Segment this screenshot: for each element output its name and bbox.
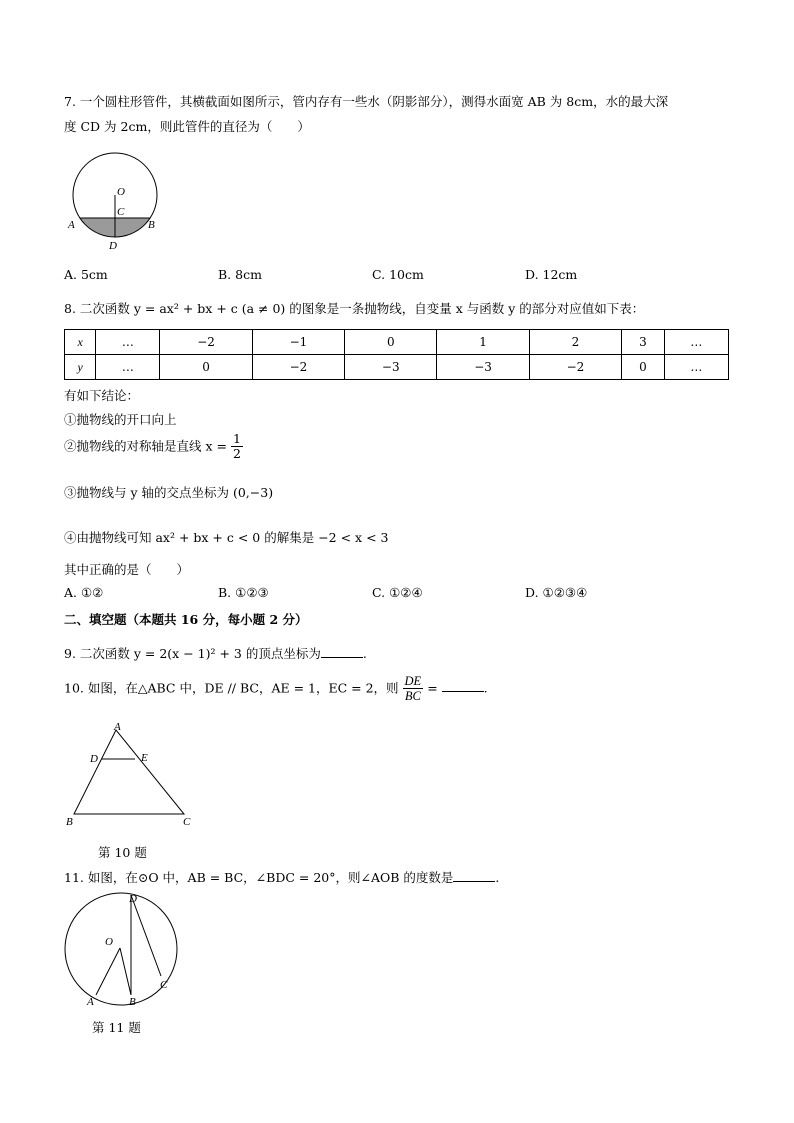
q11-label-A: A — [87, 996, 94, 1008]
q7-stem-line1: 7. 一个圆柱形管件，其横截面如图所示，管内存有一些水（阴影部分），测得水面宽 AB 为 8cm，水的最大深 — [64, 94, 669, 109]
q10-equals: = — [427, 680, 438, 696]
q10-label-E: E — [141, 752, 148, 764]
q10-label-D: D — [90, 753, 98, 765]
q11-label-D: D — [129, 893, 137, 905]
q7-option-b[interactable]: B. 8cm — [218, 267, 262, 282]
table-cell: … — [96, 355, 160, 380]
table-cell: −1 — [252, 330, 344, 355]
table-cell: y — [65, 355, 96, 380]
q10-answer-blank[interactable] — [442, 679, 484, 692]
q7-option-a[interactable]: A. 5cm — [64, 267, 108, 282]
q8-half-fraction — [231, 432, 243, 462]
q11-answer-blank[interactable] — [453, 869, 495, 882]
table-cell: … — [664, 330, 728, 355]
table-cell: 0 — [345, 330, 437, 355]
q11-segment-ob — [120, 948, 131, 995]
q7-label-C: C — [117, 206, 125, 218]
table-cell: 0 — [160, 355, 252, 380]
q11-label-B: B — [129, 996, 136, 1008]
q7-figure — [60, 152, 170, 252]
q11-label-O: O — [105, 936, 113, 948]
table-cell: −3 — [437, 355, 529, 380]
fraction-denominator: 2 — [232, 446, 241, 462]
table-cell: 2 — [529, 330, 621, 355]
table-cell: … — [96, 330, 160, 355]
table-cell: 3 — [622, 330, 665, 355]
q7-option-c[interactable]: C. 10cm — [372, 267, 424, 282]
q11-figure — [58, 890, 183, 1010]
fraction-numerator: DE — [404, 674, 422, 688]
table-row-y — [65, 355, 729, 380]
q9-text: 9. 二次函数 y = 2(x − 1)² + 3 的顶点坐标为 — [64, 646, 321, 661]
q8-conclusion-2-text: ②抛物线的对称轴是直线 x = — [64, 438, 227, 454]
q8-stem: 8. 二次函数 y = ax² + bx + c (a ≠ 0) 的图象是一条抛物线，自变量 x 与函数 y 的部分对应值如下表： — [64, 301, 645, 316]
q8-value-table — [64, 329, 729, 380]
q10-end: . — [483, 680, 488, 696]
table-cell: 1 — [437, 330, 529, 355]
q8-conclusion-1: ①抛物线的开口向上 — [64, 412, 177, 427]
table-cell: −2 — [160, 330, 252, 355]
q11-caption: 第 11 题 — [92, 1020, 141, 1035]
q10-caption: 第 10 题 — [98, 845, 147, 860]
q9-answer-blank[interactable] — [321, 645, 363, 658]
q7-label-B: B — [148, 219, 155, 231]
q10-label-B: B — [66, 816, 73, 828]
table-cell: −2 — [252, 355, 344, 380]
q8-conclusion-2 — [64, 432, 243, 462]
q7-label-O: O — [117, 186, 125, 198]
q8-option-b[interactable]: B. ①②③ — [218, 585, 269, 600]
q10-ratio-fraction — [403, 674, 424, 704]
table-cell: −2 — [529, 355, 621, 380]
q9-stem — [64, 644, 367, 662]
q7-label-D: D — [109, 240, 117, 252]
q11-end: . — [495, 870, 500, 885]
q11-segment-dc — [131, 895, 161, 976]
q8-conclusion-4: ④由抛物线可知 ax² + bx + c < 0 的解集是 −2 < x < 3 — [64, 530, 389, 545]
q8-ask: 其中正确的是（ ） — [64, 562, 190, 577]
q8-intro: 有如下结论： — [64, 388, 140, 403]
q7-stem-line2: 度 CD 为 2cm，则此管件的直径为（ ） — [64, 119, 310, 134]
q11-segment-oa — [96, 948, 120, 995]
q8-option-d[interactable]: D. ①②③④ — [525, 585, 588, 600]
q10-label-C: C — [183, 816, 191, 828]
table-row-x — [65, 330, 729, 355]
q10-stem — [64, 674, 488, 704]
q11-text: 11. 如图，在⊙O 中，AB = BC，∠BDC = 20°，则∠AOB 的度数是 — [64, 870, 454, 885]
table-cell: −3 — [345, 355, 437, 380]
fraction-denominator: BC — [404, 689, 421, 704]
q10-text: 10. 如图，在△ABC 中，DE // BC，AE = 1，EC = 2，则 — [64, 680, 399, 696]
q11-label-C: C — [160, 979, 168, 991]
q8-conclusion-3: ③抛物线与 y 轴的交点坐标为 (0,−3) — [64, 485, 274, 500]
q9-end: . — [362, 646, 367, 661]
table-cell: x — [65, 330, 96, 355]
q10-triangle-abc — [74, 730, 184, 814]
q8-option-c[interactable]: C. ①②④ — [372, 585, 423, 600]
section-heading: 二、填空题（本题共 16 分，每小题 2 分） — [64, 612, 308, 627]
q11-stem — [64, 868, 499, 886]
q7-option-d[interactable]: D. 12cm — [525, 267, 578, 282]
table-cell: … — [664, 355, 728, 380]
q7-label-A: A — [68, 219, 75, 231]
fraction-numerator: 1 — [232, 431, 241, 446]
q8-option-a[interactable]: A. ①② — [64, 585, 104, 600]
q10-label-A: A — [114, 722, 121, 733]
table-cell: 0 — [622, 355, 665, 380]
q10-figure — [62, 722, 197, 832]
